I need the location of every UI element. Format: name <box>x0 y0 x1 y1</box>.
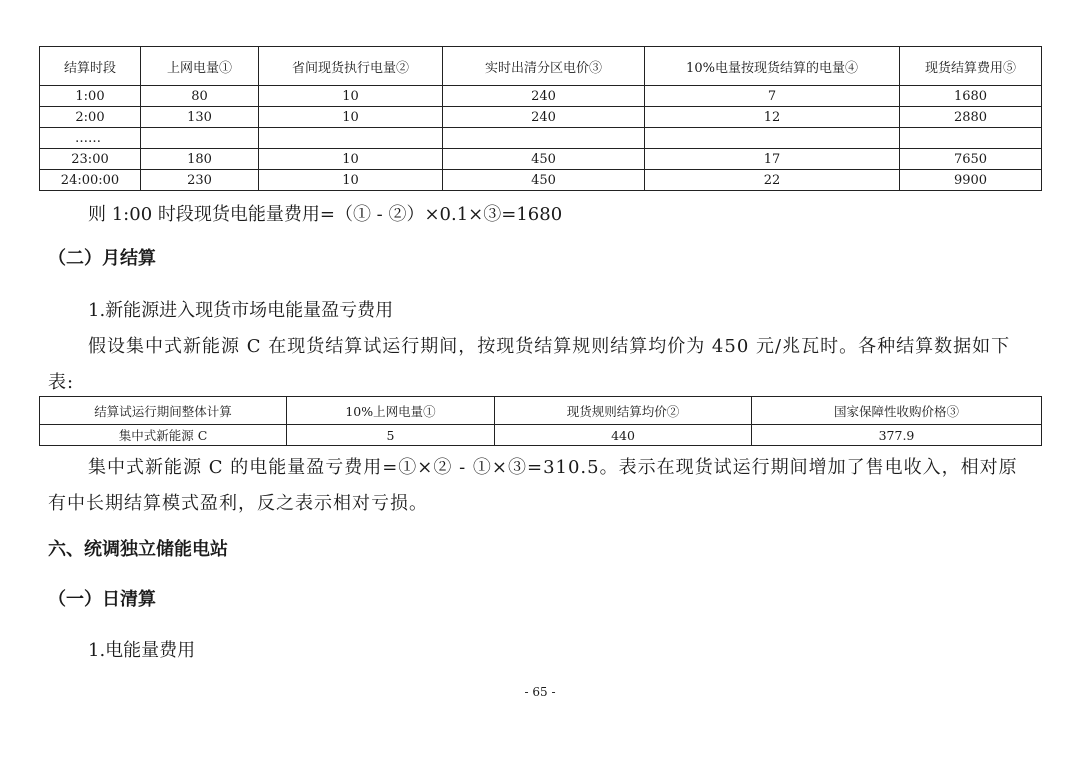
page-number: - 65 - <box>524 685 556 699</box>
table-cell: 22 <box>645 170 900 191</box>
table-cell <box>141 128 259 149</box>
list-item-heading: 1.电能量费用 <box>88 640 196 661</box>
table-row <box>40 170 1042 191</box>
section-heading-monthly: （二）月结算 <box>48 248 156 269</box>
table-row-ellipsis <box>40 128 1042 149</box>
assumption-paragraph: 假设集中式新能源 C 在现货结算试运行期间，按现货结算规则结算均价为 450 元/兆瓦时。各种结算数据如下表: <box>48 336 1011 393</box>
table-cell: …… <box>40 128 141 149</box>
table-cell: 440 <box>495 425 752 446</box>
table-cell: 130 <box>141 107 259 128</box>
table-cell: 180 <box>141 149 259 170</box>
table-cell: 2:00 <box>40 107 141 128</box>
col-header: 结算试运行期间整体计算 <box>40 397 287 425</box>
table-row <box>40 86 1042 107</box>
col-header: 实时出清分区电价③ <box>443 47 645 86</box>
table-cell: 1:00 <box>40 86 141 107</box>
col-header: 上网电量① <box>141 47 259 86</box>
table-cell: 17 <box>645 149 900 170</box>
table-cell <box>645 128 900 149</box>
col-header: 结算时段 <box>40 47 141 86</box>
table-cell <box>900 128 1042 149</box>
table-cell: 10 <box>259 86 443 107</box>
formula-line: 则 1:00 时段现货电能量费用=（① - ②）×0.1×③=1680 <box>88 204 563 225</box>
table-cell: 5 <box>287 425 495 446</box>
table-cell: 12 <box>645 107 900 128</box>
table-cell: 10 <box>259 149 443 170</box>
col-header: 10%上网电量① <box>287 397 495 425</box>
list-item-heading: 1.新能源进入现货市场电能量盈亏费用 <box>88 300 394 321</box>
table-cell: 450 <box>443 170 645 191</box>
table-cell: 10 <box>259 107 443 128</box>
table-cell: 7650 <box>900 149 1042 170</box>
table-cell: 集中式新能源 C <box>40 425 287 446</box>
section-heading-daily: （一）日清算 <box>48 589 156 610</box>
result-paragraph: 集中式新能源 C 的电能量盈亏费用=①×② - ①×③=310.5。表示在现货试运行期间增加了售电收入，相对原有中长期结算模式盈利，反之表示相对亏损。 <box>48 457 1018 514</box>
table-cell: 23:00 <box>40 149 141 170</box>
table-cell: 10 <box>259 170 443 191</box>
table-cell: 230 <box>141 170 259 191</box>
table-header-row <box>40 397 1042 425</box>
col-header: 10%电量按现货结算的电量④ <box>645 47 900 86</box>
settlement-period-table <box>39 46 1042 191</box>
monthly-settlement-table <box>39 396 1042 446</box>
col-header: 现货规则结算均价② <box>495 397 752 425</box>
col-header: 现货结算费用⑤ <box>900 47 1042 86</box>
table-cell <box>259 128 443 149</box>
table-cell: 9900 <box>900 170 1042 191</box>
table-header-row <box>40 47 1042 86</box>
table-cell: 80 <box>141 86 259 107</box>
table-row <box>40 149 1042 170</box>
table-cell: 24:00:00 <box>40 170 141 191</box>
col-header: 省间现货执行电量② <box>259 47 443 86</box>
table-cell: 1680 <box>900 86 1042 107</box>
table-cell: 240 <box>443 107 645 128</box>
table-cell: 450 <box>443 149 645 170</box>
table-cell: 7 <box>645 86 900 107</box>
table-cell: 377.9 <box>752 425 1042 446</box>
col-header: 国家保障性收购价格③ <box>752 397 1042 425</box>
table-cell <box>443 128 645 149</box>
table-row <box>40 107 1042 128</box>
table-cell: 2880 <box>900 107 1042 128</box>
table-row <box>40 425 1042 446</box>
section-heading-six: 六、统调独立储能电站 <box>48 539 228 560</box>
table-cell: 240 <box>443 86 645 107</box>
